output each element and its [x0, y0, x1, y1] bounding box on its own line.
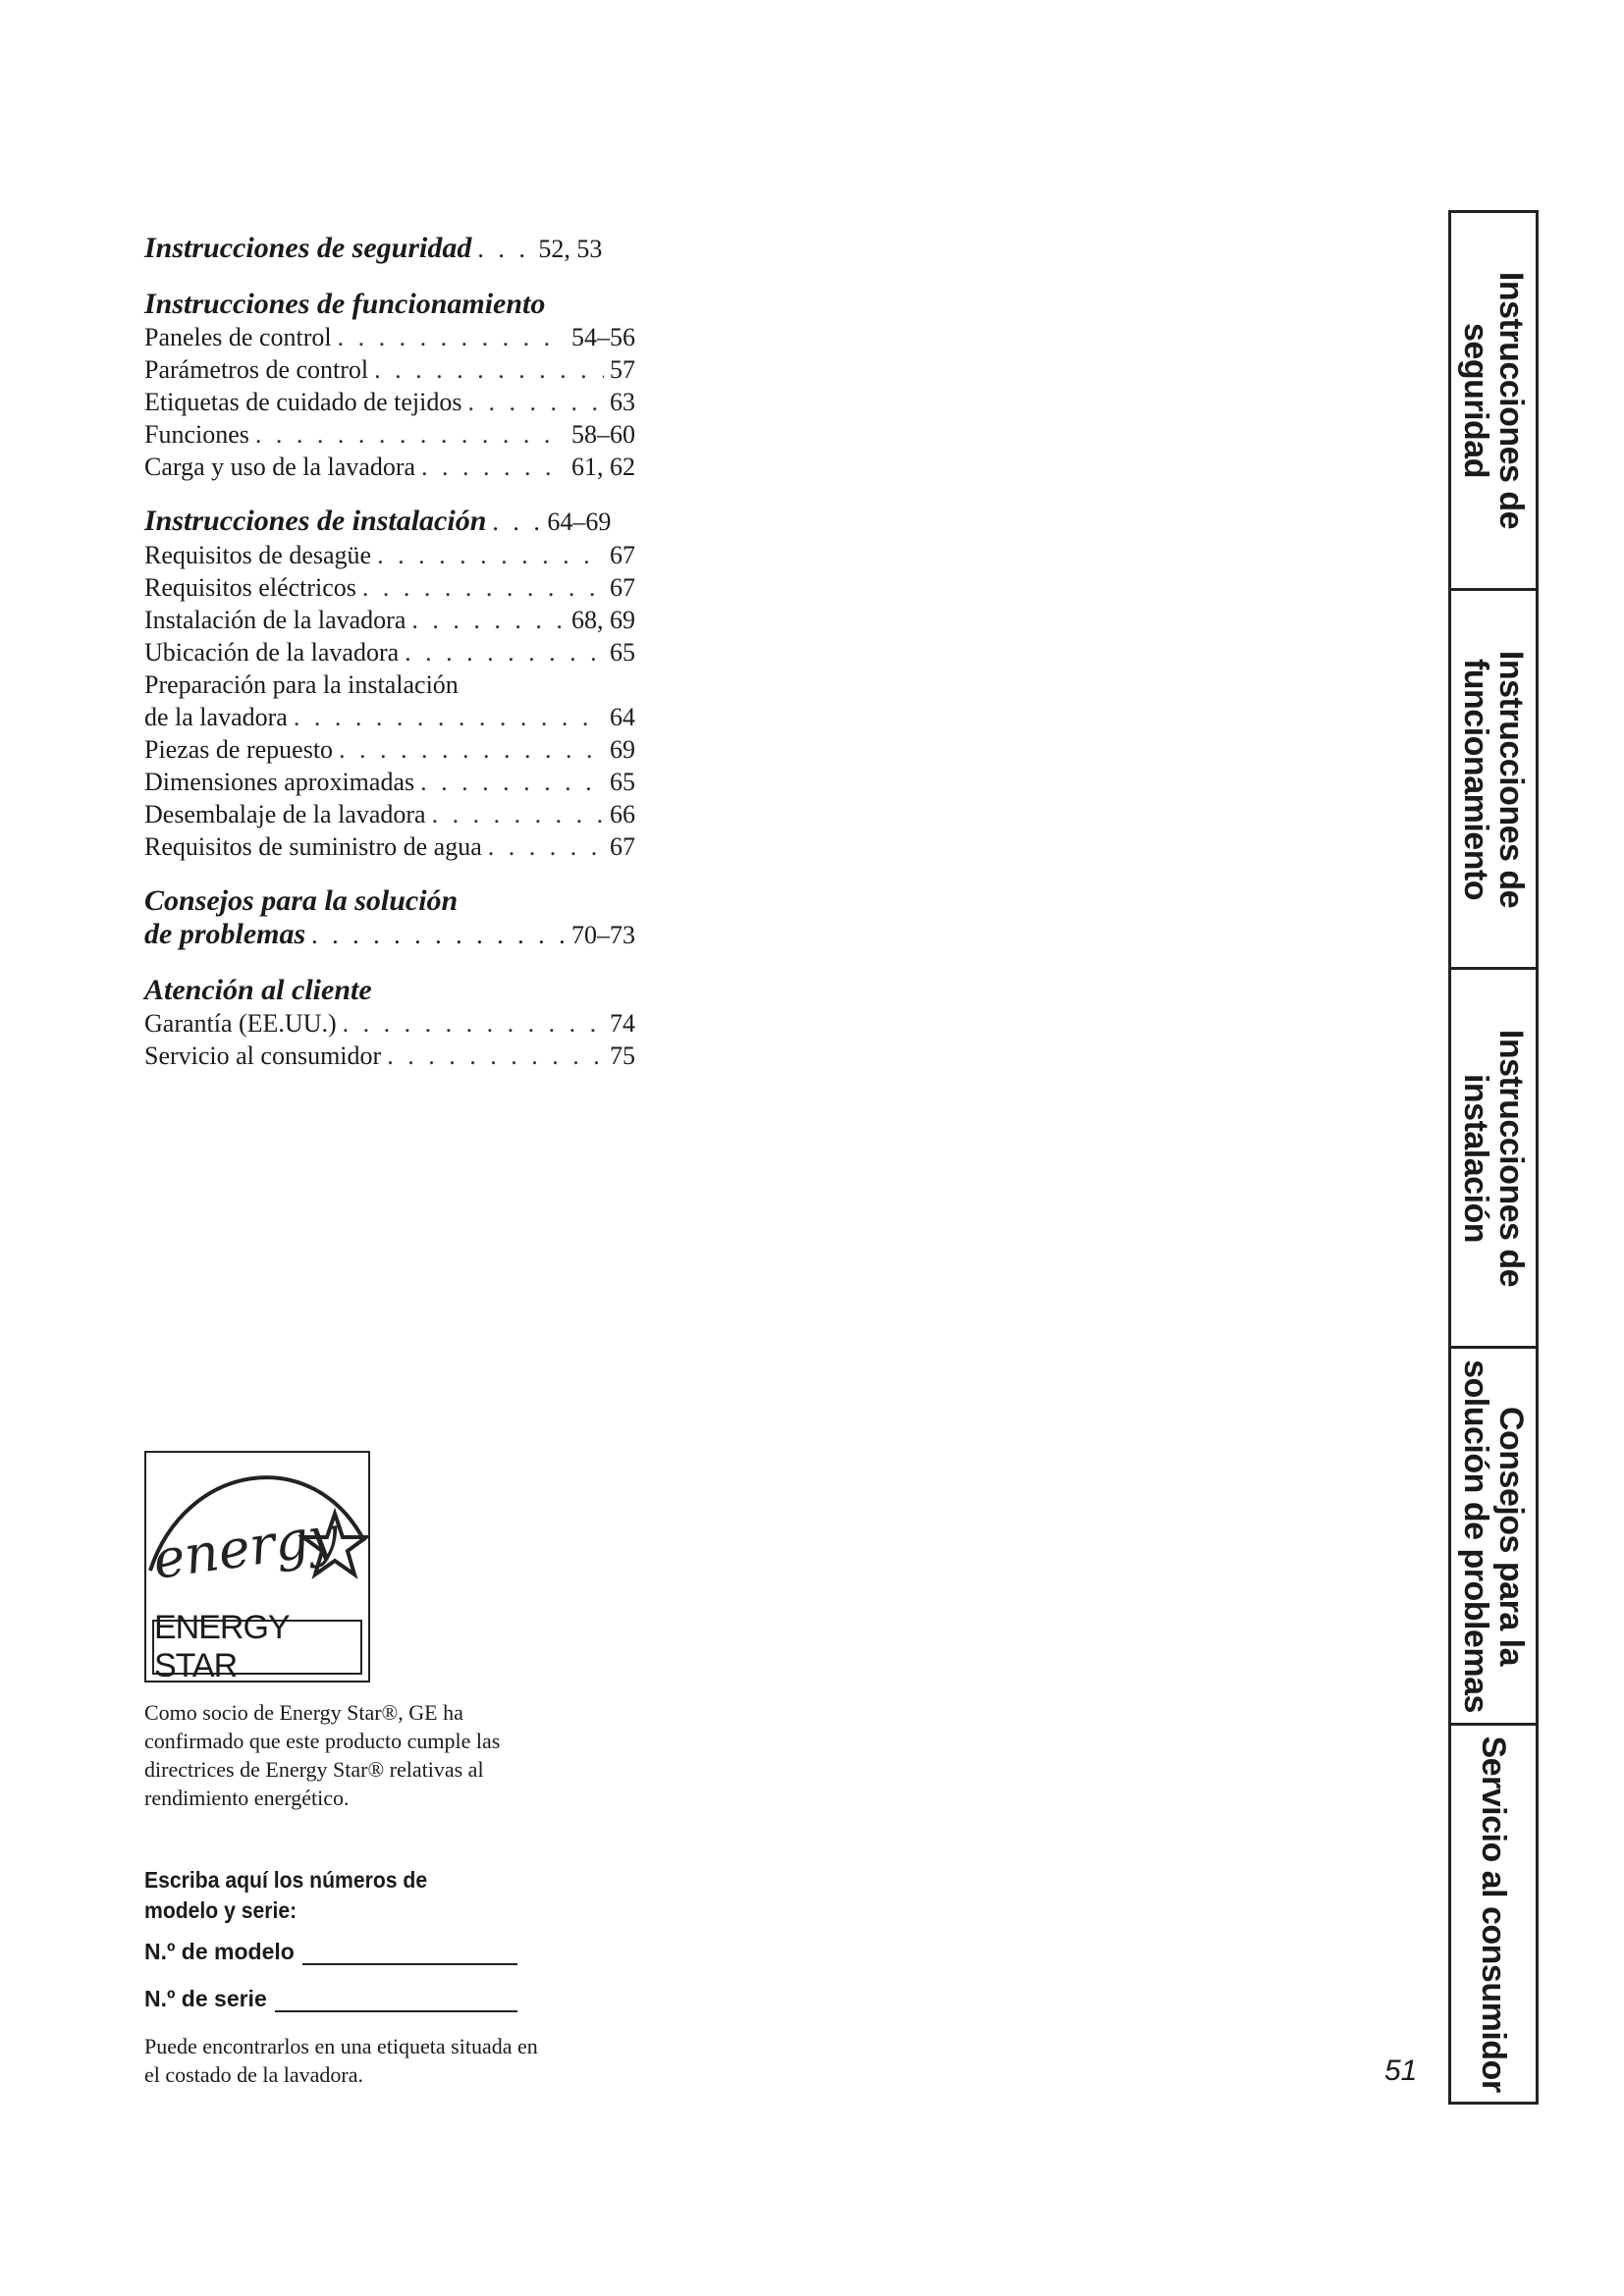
- serial-number-field[interactable]: [144, 1986, 517, 2012]
- toc-section-title: Instrucciones de instalación: [144, 505, 487, 537]
- model-number-line[interactable]: [302, 1942, 517, 1965]
- serial-number-line[interactable]: [275, 1989, 517, 2012]
- toc-section-pages: 52, 53: [538, 235, 603, 263]
- toc-entry[interactable]: Desembalaje de la lavadora . . . 66: [144, 798, 635, 830]
- energy-star-partner-text: Como socio de Energy Star®, GE ha confirmado que este producto cumple las directrices de Energy Star® relativas al rendimiento energético.: [144, 1700, 501, 1810]
- toc-entry[interactable]: Parámetros de control . . . 57: [144, 353, 635, 386]
- energy-star-label: ENERGY STAR: [152, 1620, 362, 1675]
- label-location-text: Puede encontrarlos en una etiqueta situada en el costado de la lavadora.: [144, 2034, 538, 2087]
- toc-entry[interactable]: Piezas de repuesto . . . 69: [144, 733, 635, 766]
- toc-section-troubleshooting-line1[interactable]: Consejos para la solución: [144, 884, 459, 917]
- section-tabs: [1448, 210, 1539, 2105]
- toc-entry[interactable]: Requisitos de desagüe . . . 67: [144, 539, 635, 571]
- toc-section-pages: 64–69: [547, 507, 612, 536]
- energy-star-logo: [144, 1451, 370, 1682]
- toc-entry[interactable]: Preparación para la instalación: [144, 670, 459, 699]
- toc-entry[interactable]: Requisitos de suministro de agua . . . 67: [144, 830, 635, 863]
- toc-section-title: Instrucciones de seguridad: [144, 232, 472, 264]
- toc-entry[interactable]: Dimensiones aproximadas . . . 65: [144, 766, 635, 798]
- tab-customer-service[interactable]: Servicio al consumidor: [1475, 1735, 1512, 2093]
- toc-section-installation[interactable]: [144, 505, 635, 539]
- toc-entry[interactable]: Etiquetas de cuidado de tejidos . . . 63: [144, 386, 635, 418]
- toc-entry[interactable]: Servicio al consumidor . . . 75: [144, 1040, 635, 1072]
- toc-entry[interactable]: Instalación de la lavadora . . . 68, 69: [144, 604, 635, 636]
- tab-safety[interactable]: Instrucciones de seguridad: [1451, 213, 1536, 591]
- toc-entry[interactable]: Garantía (EE.UU.) . . . 74: [144, 1007, 635, 1040]
- tab-operating[interactable]: Instrucciones de funcionamiento: [1451, 591, 1536, 970]
- page-number: 51: [1384, 2055, 1418, 2087]
- toc-section-troubleshooting[interactable]: [144, 918, 635, 952]
- model-number-label: N.º de modelo: [144, 1939, 295, 1964]
- record-numbers-title: Escriba aquí los números de modelo y serie:: [144, 1867, 428, 1923]
- model-number-field[interactable]: [144, 1939, 517, 1965]
- toc-entry[interactable]: Requisitos eléctricos . . . 67: [144, 571, 635, 604]
- serial-number-label: N.º de serie: [144, 1986, 267, 2011]
- toc-entry[interactable]: Funciones . . . 58–60: [144, 418, 635, 451]
- toc-entry[interactable]: Ubicación de la lavadora . . . 65: [144, 636, 635, 668]
- tab-troubleshooting[interactable]: Consejos para la solución de problemas: [1451, 1349, 1536, 1726]
- toc-entry[interactable]: Paneles de control . . . 54–56: [144, 321, 635, 353]
- toc-section-operating[interactable]: Instrucciones de funcionamiento: [144, 288, 546, 320]
- toc-section-customer[interactable]: Atención al cliente: [144, 974, 372, 1006]
- energy-script-text: energy: [149, 1504, 343, 1591]
- tab-installation[interactable]: Instrucciones de instalación: [1451, 970, 1536, 1349]
- energy-star-emblem-icon: [146, 1453, 368, 1620]
- table-of-contents: [144, 232, 635, 1072]
- toc-section-safety[interactable]: [144, 232, 635, 266]
- toc-entry[interactable]: de la lavadora . . . 64: [144, 701, 635, 733]
- toc-entry[interactable]: Carga y uso de la lavadora . . . 61, 62: [144, 451, 635, 483]
- toc-section-title: de problemas: [144, 918, 306, 950]
- toc-section-pages: 70–73: [571, 921, 635, 949]
